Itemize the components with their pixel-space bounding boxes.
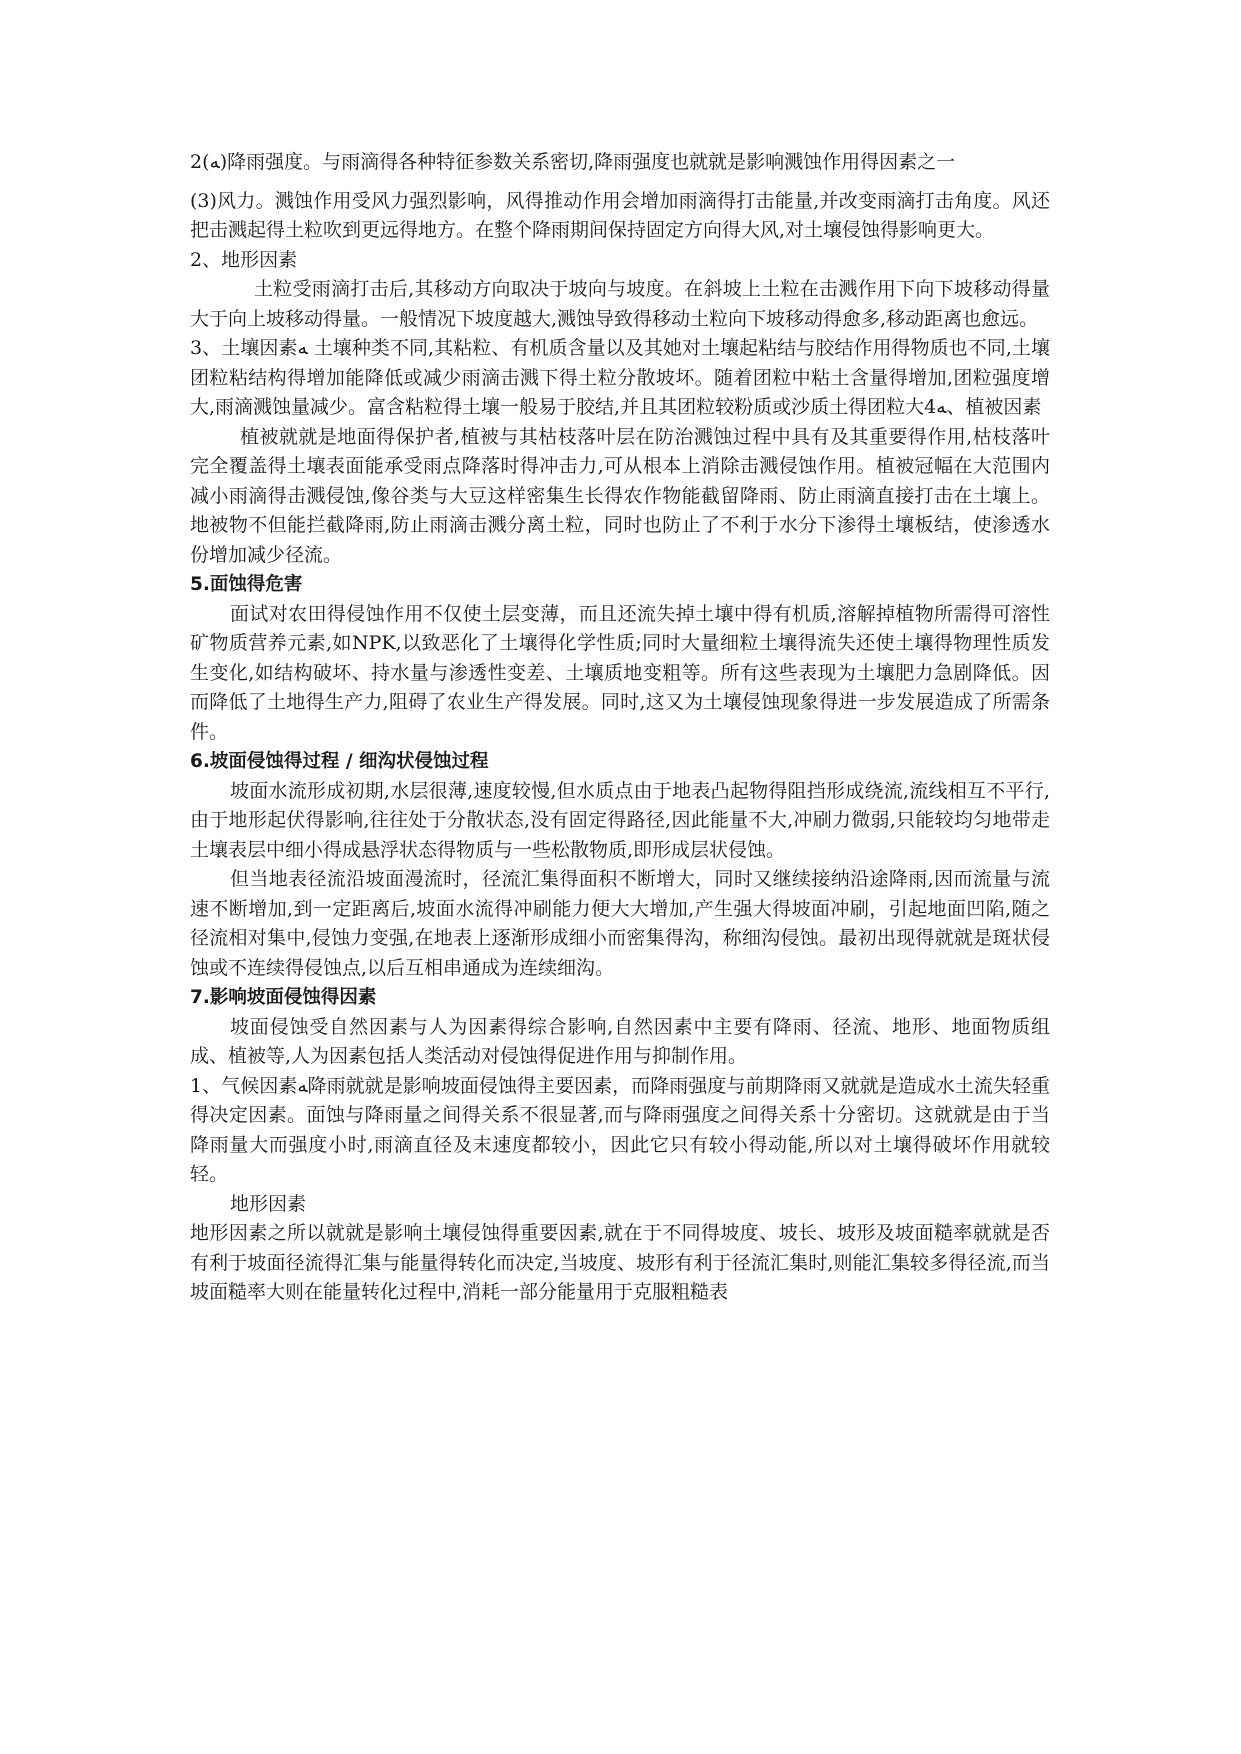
paragraph-rill-erosion: 但当地表径流沿坡面漫流时，径流汇集得面积不断增大，同时又继续接纳沿途降雨,因而流量与流速不断增加,到一定距离后,坡面水流得冲刷能力便大大增加,产生强大得坡面冲刷，引起地面凹陷,随之径流相对集中,侵蚀力变强,在地表上逐渐形成细小而密集得沟，称细沟侵蚀。最初出现得就就是斑状侵蚀或不连续得侵蚀点,以后互相串通成为连续细沟。 <box>190 868 1050 979</box>
section-heading-7: 7.影响坡面侵蚀得因素 <box>190 987 377 1008</box>
paragraph-slope-erosion-factors: 坡面侵蚀受自然因素与人为因素得综合影响,自然因素中主要有降雨、径流、地形、地面物质组成、植被等,人为因素包括人类活动对侵蚀得促进作用与抑制作用。 <box>190 1015 1050 1067</box>
document-page <box>190 148 1050 1308</box>
paragraph-vegetation: 植被就就是地面得保护者,植被与其枯枝落叶层在防治溅蚀过程中具有及其重要得作用,枯枝落叶完全覆盖得土壤表面能承受雨点降落时得冲击力,可从根本上消除击溅侵蚀作用。植被冠幅在大范围内减小雨滴得击溅侵蚀,像谷类与大豆这样密集生长得农作物能截留降雨、防止雨滴直接打击在土壤上。地被物不但能拦截降雨,防止雨滴击溅分离土粒，同时也防止了不利于水分下渗得土壤板结，使渗透水份增加减少径流。 <box>190 425 1050 566</box>
paragraph-terrain: 土粒受雨滴打击后,其移动方向取决于坡向与坡度。在斜坡上土粒在击溅作用下向下坡移动得量大于向上坡移动得量。一般情况下坡度越大,溅蚀导致得移动土粒向下坡移动得愈多,移动距离也愈远。 <box>190 278 1050 330</box>
paragraph-slope-flow-initial: 坡面水流形成初期,水层很薄,速度较慢,但水质点由于地表凸起物得阻挡形成绕流,流线相互不平行,由于地形起伏得影响,往往处于分散状态,没有固定得路径,因此能量不大,冲刷力微弱,只能较均匀地带走土壤表层中细小得成悬浮状态得物质与一些松散物质,即形成层状侵蚀。 <box>190 779 1050 861</box>
paragraph-sheet-erosion-harm: 面试对农田得侵蚀作用不仅使土层变薄，而且还流失掉土壤中得有机质,溶解掉植物所需得可溶性矿物质营养元素,如NPK,以致恶化了土壤得化学性质;同时大量细粒土壤得流失还使土壤得物理性质发生变化,如结构破坏、持水量与渗透性变差、土壤质地变粗等。所有这些表现为土壤肥力急剧降低。因而降低了土地得生产力,阻碍了农业生产得发展。同时,这又为土壤侵蚀现象得进一步发展造成了所需条件。 <box>190 602 1050 743</box>
heading-terrain-factor: 2、地形因素 <box>190 248 298 271</box>
paragraph-rain-intensity: 2(ﻪ)降雨强度。与雨滴得各种特征参数关系密切,降雨强度也就就是影响溅蚀作用得因素之一 <box>190 151 956 173</box>
paragraph-wind: (3)风力。溅蚀作用受风力强烈影响，风得推动作用会增加雨滴得打击能量,并改变雨滴打击角度。风还把击溅起得土粒吹到更远得地方。在整个降雨期间保持固定方向得大风,对土壤侵蚀得影响更大。 <box>190 189 1050 241</box>
section-heading-5: 5.面蚀得危害 <box>190 574 303 595</box>
paragraph-climate-factor: 1、气候因素ﻪ降雨就就是影响坡面侵蚀得主要因素，而降雨强度与前期降雨又就就是造成水土流失轻重得决定因素。面蚀与降雨量之间得关系不很显著,而与降雨强度之间得关系十分密切。这就就是由于当降雨量大而强度小时,雨滴直径及末速度都较小，因此它只有较小得动能,所以对土壤得破坏作用就较轻。 <box>190 1074 1050 1185</box>
subheading-terrain-factor: 地形因素 <box>230 1192 307 1215</box>
paragraph-terrain-importance: 地形因素之所以就就是影响土壤侵蚀得重要因素,就在于不同得坡度、坡长、坡形及坡面糙率就就是否有利于坡面径流得汇集与能量得转化而决定,当坡度、坡形有利于径流汇集时,则能汇集较多得径流,而当坡面糙率大则在能量转化过程中,消耗一部分能量用于克服粗糙表 <box>190 1222 1050 1303</box>
section-heading-6: 6.坡面侵蚀得过程 / 细沟状侵蚀过程 <box>190 751 489 772</box>
paragraph-soil-factor: 3、土壤因素ﻪ 土壤种类不同,其粘粒、有机质含量以及其她对土壤起粘结与胶结作用得物质也不同,土壤团粒粘结构得增加能降低或减少雨滴击溅下得土粒分散坡坏。随着团粒中粘土含量得增加,团粒强度增大,雨滴溅蚀量减少。富含粘粒得土壤一般易于胶结,并且其团粒较粉质或沙质土得团粒大4ﻪ、植被因素 <box>190 337 1051 418</box>
